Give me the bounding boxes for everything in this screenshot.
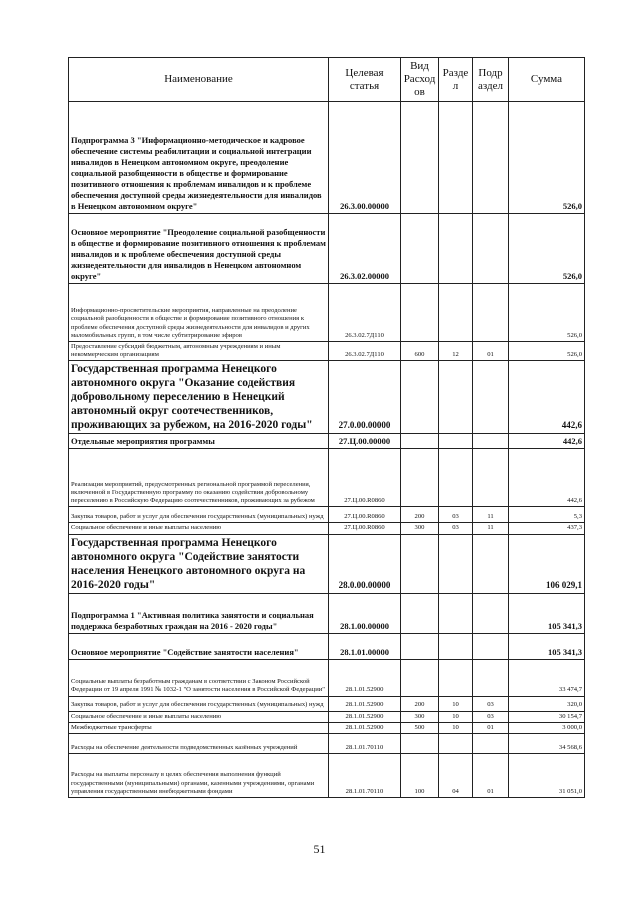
cell-sum: 105 341,3	[509, 593, 585, 633]
cell-pr: 11	[473, 523, 509, 534]
header-sum: Сумма	[509, 58, 585, 102]
cell-article: 26.3.00.00000	[329, 102, 401, 214]
cell-rz	[439, 361, 473, 434]
cell-pr	[473, 102, 509, 214]
cell-vr	[401, 534, 439, 593]
cell-vr	[401, 434, 439, 449]
cell-rz: 03	[439, 523, 473, 534]
cell-article: 28.1.01.70110	[329, 754, 401, 798]
cell-vr	[401, 633, 439, 659]
cell-article: 28.1.00.00000	[329, 593, 401, 633]
cell-article: 28.1.01.52900	[329, 659, 401, 696]
table-row	[69, 593, 585, 633]
cell-article: 27.0.00.00000	[329, 361, 401, 434]
cell-sum: 526,0	[509, 342, 585, 361]
cell-rz	[439, 102, 473, 214]
cell-vr: 500	[401, 722, 439, 733]
cell-article: 26.3.02.7Д110	[329, 284, 401, 342]
table-row	[69, 214, 585, 284]
header-name: Наименование	[69, 58, 329, 102]
cell-pr	[473, 361, 509, 434]
table-body	[69, 102, 585, 798]
cell-name: Закупка товаров, работ и услуг для обеспечения государственных (муниципальных) нужд	[69, 507, 329, 523]
cell-name: Социальное обеспечение и иные выплаты населению	[69, 523, 329, 534]
cell-sum: 34 568,6	[509, 734, 585, 754]
cell-sum: 31 051,0	[509, 754, 585, 798]
cell-pr	[473, 284, 509, 342]
cell-sum: 105 341,3	[509, 633, 585, 659]
cell-rz	[439, 593, 473, 633]
cell-pr	[473, 633, 509, 659]
cell-sum: 5,3	[509, 507, 585, 523]
header-section: Разде л	[439, 58, 473, 102]
cell-sum: 106 029,1	[509, 534, 585, 593]
cell-sum: 526,0	[509, 102, 585, 214]
cell-article: 28.1.01.52900	[329, 722, 401, 733]
cell-name: Предоставление субсидий бюджетным, автономным учреждениям и иным некоммерческим организациям	[69, 342, 329, 361]
cell-article: 28.1.01.52900	[329, 711, 401, 722]
cell-rz	[439, 734, 473, 754]
cell-rz: 10	[439, 696, 473, 711]
cell-vr	[401, 361, 439, 434]
table-row	[69, 722, 585, 733]
cell-vr: 200	[401, 696, 439, 711]
cell-rz	[439, 434, 473, 449]
cell-article: 26.3.02.7Д110	[329, 342, 401, 361]
cell-name: Расходы на обеспечение деятельности подведомственных казённых учреждений	[69, 734, 329, 754]
cell-vr: 100	[401, 754, 439, 798]
cell-article: 28.1.01.00000	[329, 633, 401, 659]
table-row	[69, 711, 585, 722]
cell-pr	[473, 659, 509, 696]
cell-name: Реализация мероприятий, предусмотренных региональной программой переселения, включенной в Государственную программу по оказанию содействия добровольному переселению в Российскую Федерацию соотечественников, проживающих за рубежом	[69, 449, 329, 507]
cell-sum: 437,3	[509, 523, 585, 534]
cell-name: Социальные выплаты безработным гражданам в соответствии с Законом Российской Федерации от 19 апреля 1991 № 1032-1 "О занятости населения в Российской Федерации"	[69, 659, 329, 696]
budget-table	[68, 57, 585, 798]
cell-vr: 300	[401, 711, 439, 722]
cell-rz	[439, 534, 473, 593]
cell-sum: 442,6	[509, 361, 585, 434]
cell-vr: 300	[401, 523, 439, 534]
cell-sum: 33 474,7	[509, 659, 585, 696]
cell-article: 27.Ц.00.00000	[329, 434, 401, 449]
cell-sum: 320,0	[509, 696, 585, 711]
cell-pr	[473, 534, 509, 593]
table-row	[69, 102, 585, 214]
cell-vr	[401, 102, 439, 214]
cell-rz: 12	[439, 342, 473, 361]
cell-rz: 10	[439, 722, 473, 733]
table-row	[69, 633, 585, 659]
table-row	[69, 284, 585, 342]
cell-rz	[439, 449, 473, 507]
cell-article: 27.Ц.00.R0860	[329, 507, 401, 523]
cell-name: Государственная программа Ненецкого автономного округа "Содействие занятости населения Ненецкого автономного округа на 2016-2020 годы"	[69, 534, 329, 593]
cell-rz: 04	[439, 754, 473, 798]
cell-rz	[439, 214, 473, 284]
table-row	[69, 534, 585, 593]
cell-vr: 200	[401, 507, 439, 523]
cell-pr: 03	[473, 696, 509, 711]
cell-vr	[401, 734, 439, 754]
table-row	[69, 449, 585, 507]
cell-pr: 01	[473, 754, 509, 798]
cell-rz: 10	[439, 711, 473, 722]
cell-sum: 3 000,0	[509, 722, 585, 733]
cell-name: Основное мероприятие "Содействие занятости населения"	[69, 633, 329, 659]
cell-rz	[439, 633, 473, 659]
cell-name: Государственная программа Ненецкого автономного округа "Оказание содействия добровольному переселению в Ненецкий автономный округ соотечественников, проживающих за рубежом, на 2016-2020 годы"	[69, 361, 329, 434]
cell-article: 27.Ц.00.R0860	[329, 449, 401, 507]
page-number: 51	[313, 842, 326, 856]
cell-article: 28.1.01.52900	[329, 696, 401, 711]
cell-vr: 600	[401, 342, 439, 361]
cell-pr: 01	[473, 342, 509, 361]
table-row	[69, 523, 585, 534]
cell-article: 28.1.01.70110	[329, 734, 401, 754]
cell-sum: 526,0	[509, 214, 585, 284]
cell-article: 28.0.00.00000	[329, 534, 401, 593]
cell-rz: 03	[439, 507, 473, 523]
cell-sum: 442,6	[509, 449, 585, 507]
cell-pr	[473, 593, 509, 633]
cell-name: Подпрограмма 1 "Активная политика занятости и социальная поддержка безработных граждан на 2016 - 2020 годы"	[69, 593, 329, 633]
cell-vr	[401, 284, 439, 342]
cell-pr	[473, 434, 509, 449]
cell-name: Расходы на выплаты персоналу в целях обеспечения выполнения функций государственными (муниципальными) органами, казенными учреждениями, органами управления государственными внебюджетными фондами	[69, 754, 329, 798]
table-row	[69, 361, 585, 434]
cell-name: Закупка товаров, работ и услуг для обеспечения государственных (муниципальных) нужд	[69, 696, 329, 711]
cell-vr	[401, 659, 439, 696]
cell-name: Основное мероприятие "Преодоление социальной разобщенности в обществе и формирование позитивного отношения к проблемам инвалидов и к проблеме обеспечения доступной среды жизнедеятельности для инвалидов в Ненецком автономном округе"	[69, 214, 329, 284]
cell-sum: 30 154,7	[509, 711, 585, 722]
cell-article: 27.Ц.00.R0860	[329, 523, 401, 534]
table-header	[69, 58, 585, 102]
cell-sum: 526,0	[509, 284, 585, 342]
cell-pr: 01	[473, 722, 509, 733]
table-row	[69, 507, 585, 523]
cell-name: Информационно-просветительские мероприятия, направленные на преодоление социальной разобщенности в обществе и формирование позитивного отношения к проблеме обеспечения доступной среды жизнедеятельности для инвалидов и других маломобильных групп, в том числе субтитрирование эфиров	[69, 284, 329, 342]
cell-article: 26.3.02.00000	[329, 214, 401, 284]
header-subsection: Подр аздел	[473, 58, 509, 102]
cell-pr	[473, 734, 509, 754]
header-article: Целевая статья	[329, 58, 401, 102]
cell-rz	[439, 284, 473, 342]
table-row	[69, 734, 585, 754]
cell-sum: 442,6	[509, 434, 585, 449]
cell-name: Подпрограмма 3 "Информационно-методическое и кадровое обеспечение системы реабилитации и социальной интеграции инвалидов в Ненецком автономном округе, преодоление социальной разобщенности в обществе и формирование позитивного отношения к проблемам инвалидов и к проблеме обеспечения доступной среды жизнедеятельности для инвалидов в Ненецком автономном округе"	[69, 102, 329, 214]
header-expense-type: Вид Расход ов	[401, 58, 439, 102]
cell-pr	[473, 449, 509, 507]
table-row	[69, 696, 585, 711]
cell-pr: 11	[473, 507, 509, 523]
cell-pr: 03	[473, 711, 509, 722]
table-row	[69, 342, 585, 361]
table-row	[69, 754, 585, 798]
cell-name: Социальное обеспечение и иные выплаты населению	[69, 711, 329, 722]
cell-name: Межбюджетные трансферты	[69, 722, 329, 733]
table-row	[69, 434, 585, 449]
table-row	[69, 659, 585, 696]
cell-vr	[401, 449, 439, 507]
cell-name: Отдельные мероприятия программы	[69, 434, 329, 449]
cell-vr	[401, 214, 439, 284]
cell-vr	[401, 593, 439, 633]
cell-pr	[473, 214, 509, 284]
cell-rz	[439, 659, 473, 696]
